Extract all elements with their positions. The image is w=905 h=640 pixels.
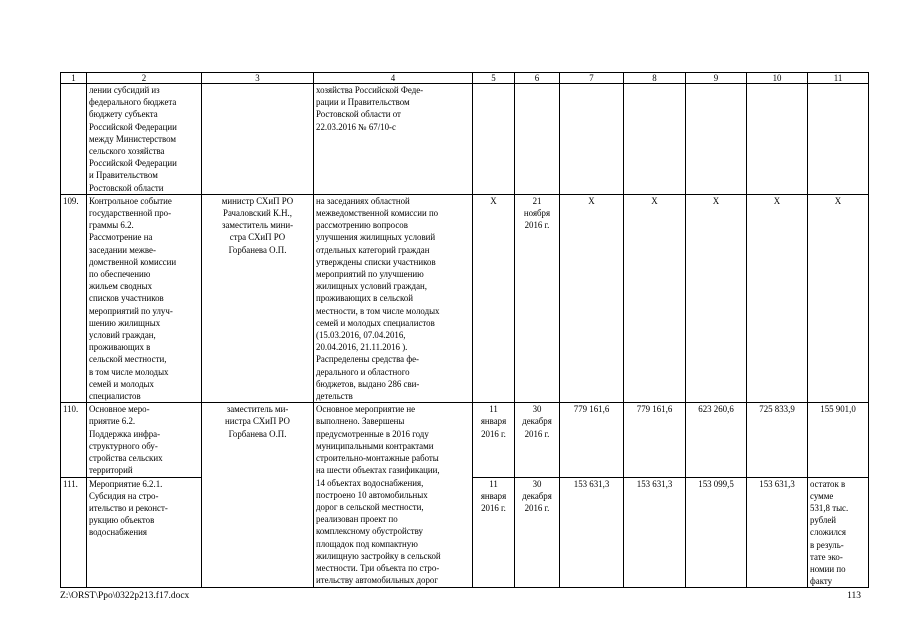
row-number: 109. xyxy=(61,194,87,402)
table-row xyxy=(61,194,869,402)
col-number-5: 5 xyxy=(473,73,515,84)
activity-name: лении субсидий из федерального бюджета бюджету субъекта Российской Федерации между Министерством сельского хозяйства Российской Федерации и Правительством Ростовской области xyxy=(87,84,202,195)
col-number-7: 7 xyxy=(560,73,624,84)
value-col10 xyxy=(747,84,808,195)
value-col8: 153 631,3 xyxy=(624,477,686,588)
row-number xyxy=(61,84,87,195)
value-col9: 623 260,6 xyxy=(686,403,747,477)
result-description: Основное мероприятие не выполнено. Завершены предусмотренные в 2016 году муниципальными контрактами строительно-монтажные работы на шести объектах газификации, 14 объектах водоснабжения, построено 10 автомобильных дорог в сельской местности, реализован проект по комплексному обустройству площадок под компактную жилищную застройку в сельской местности. Три объекта по стро- ительству автомобильных дорог xyxy=(314,403,473,588)
responsible-person: заместитель ми- нистра СХиП РО Горбанева О.П. xyxy=(202,403,314,588)
value-col7: Х xyxy=(560,194,624,402)
report-table xyxy=(60,72,869,588)
value-col9 xyxy=(686,84,747,195)
col-number-1: 1 xyxy=(61,73,87,84)
col-number-4: 4 xyxy=(314,73,473,84)
value-col11: остаток в сумме 531,8 тыс. рублей сложился в резуль- тате эко- номии по факту xyxy=(808,477,869,588)
plan-date xyxy=(473,84,515,195)
activity-name: Контрольное событие государственной про- граммы 6.2. Рассмотрение на заседании межве- домственной комиссии по обеспечению жильем сводных списков участников мероприятий по улуч- шению жилищных условий граждан, проживающих в сельской местности, в том числе молодых семей и молодых специалистов xyxy=(87,194,202,402)
result-description: хозяйства Российской Феде- рации и Правительством Ростовской области от 22.03.2016 № 67/10-с xyxy=(314,84,473,195)
col-number-8: 8 xyxy=(624,73,686,84)
activity-name: Мероприятие 6.2.1. Субсидия на стро- ительство и реконст- рукцию объектов водоснабжения xyxy=(87,477,202,588)
value-col7: 779 161,6 xyxy=(560,403,624,477)
fact-date xyxy=(515,84,560,195)
col-number-10: 10 xyxy=(747,73,808,84)
value-col9: Х xyxy=(686,194,747,402)
value-col7: 153 631,3 xyxy=(560,477,624,588)
col-number-9: 9 xyxy=(686,73,747,84)
file-path: Z:\ORST\Ppo\0322p213.f17.docx xyxy=(60,591,190,601)
table-row xyxy=(61,403,869,477)
value-col11 xyxy=(808,84,869,195)
row-number: 110. xyxy=(61,403,87,477)
row-number: 111. xyxy=(61,477,87,588)
result-description: на заседаниях областной межведомственной комиссии по рассмотрению вопросов улучшения жилищных условий отдельных категорий граждан утверждены списки участников мероприятий по улучшению жилищных условий граждан, проживающих в сельской местности, в том числе молодых семей и молодых специалистов (15.03.2016, 07.04.2016, 20.04.2016, 21.11.2016 ). Распределены средства фе- дерального и областного бюджетов, выдано 286 сви- детельств xyxy=(314,194,473,402)
value-col10: Х xyxy=(747,194,808,402)
value-col11: 155 901,0 xyxy=(808,403,869,477)
value-col7 xyxy=(560,84,624,195)
col-number-3: 3 xyxy=(202,73,314,84)
column-number-row xyxy=(61,73,869,84)
value-col8 xyxy=(624,84,686,195)
fact-date: 30 декабря 2016 г. xyxy=(515,477,560,588)
responsible-person xyxy=(202,84,314,195)
col-number-2: 2 xyxy=(87,73,202,84)
plan-date: 11 января 2016 г. xyxy=(473,477,515,588)
value-col10: 153 631,3 xyxy=(747,477,808,588)
table-row xyxy=(61,84,869,195)
fact-date: 30 декабря 2016 г. xyxy=(515,403,560,477)
plan-date: Х xyxy=(473,194,515,402)
col-number-11: 11 xyxy=(808,73,869,84)
value-col8: Х xyxy=(624,194,686,402)
plan-date: 11 января 2016 г. xyxy=(473,403,515,477)
fact-date: 21 ноября 2016 г. xyxy=(515,194,560,402)
responsible-person: министр СХиП РО Рачаловский К.Н., заместитель мини- стра СХиП РО Горбанева О.П. xyxy=(202,194,314,402)
activity-name: Основное меро- приятие 6.2. Поддержка инфра- структурного обу- стройства сельских территорий xyxy=(87,403,202,477)
value-col11: Х xyxy=(808,194,869,402)
value-col9: 153 099,5 xyxy=(686,477,747,588)
value-col10: 725 833,9 xyxy=(747,403,808,477)
page-number: 113 xyxy=(847,591,861,601)
col-number-6: 6 xyxy=(515,73,560,84)
value-col8: 779 161,6 xyxy=(624,403,686,477)
